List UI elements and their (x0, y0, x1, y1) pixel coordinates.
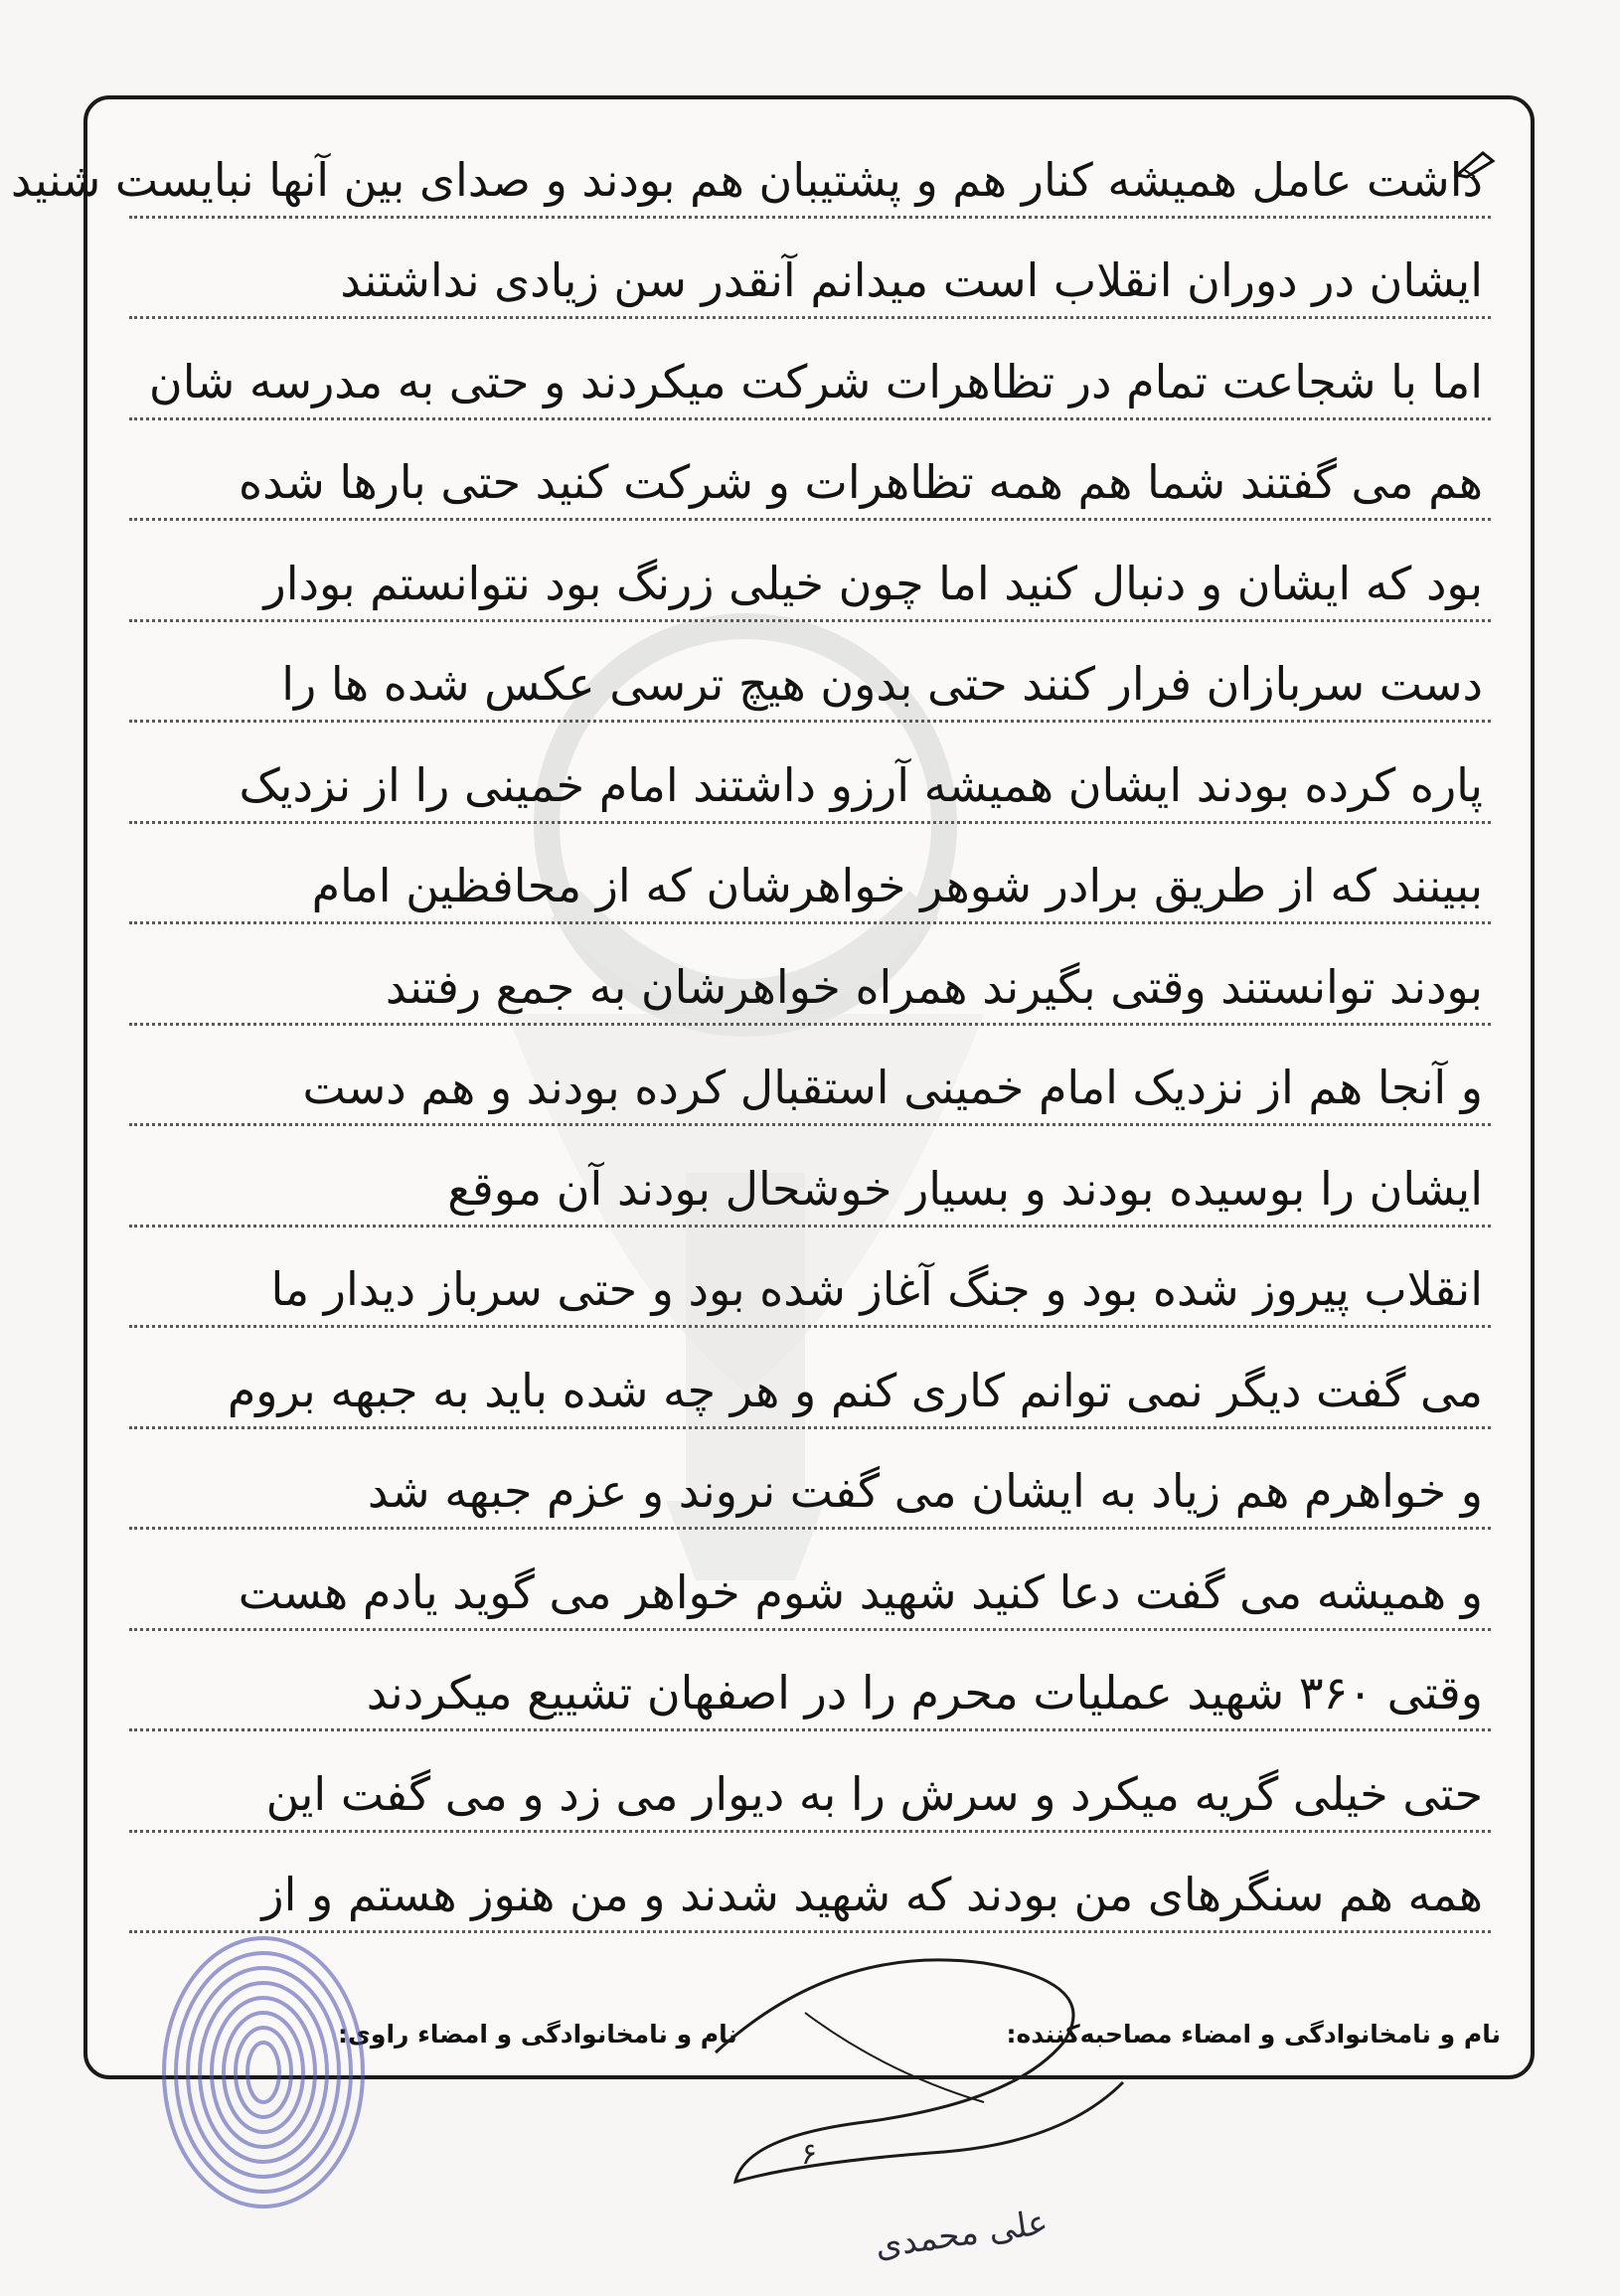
handwritten-text: انقلاب پیروز شده بود و جنگ آغاز شده بود و حتی سرباز دیدار ما (270, 1262, 1483, 1316)
handwritten-text: بود که ایشان و دنبال کنید اما چون خیلی زرنگ بود نتوانستم بودار (263, 556, 1483, 610)
handwritten-text: می گفت دیگر نمی توانم کاری کنم و هر چه شده باید به جبهه بروم (227, 1363, 1483, 1417)
text-line (10, 117, 1491, 219)
handwritten-text: ایشان را بوسیده بودند و بسیار خوشحال بودند آن موقع (447, 1161, 1483, 1216)
text-line (129, 1126, 1491, 1228)
text-line (129, 1026, 1491, 1127)
text-line (129, 723, 1491, 824)
text-line (129, 1833, 1491, 1934)
page-number: ۶ (801, 2137, 818, 2172)
handwritten-text: بودند توانستند وقتی بگیرند همراه خواهرشان به جمع رفتند (385, 959, 1483, 1014)
interviewer-signature-label: نام و نامخانوادگی و امضاء مصاحبه‌کننده: (1006, 2020, 1501, 2049)
text-line (129, 1429, 1491, 1531)
text-line (129, 420, 1491, 522)
handwritten-text: حتی خیلی گریه میکرد و سرش را به دیوار می زد و می گفت این (265, 1766, 1483, 1821)
handwritten-text: و همیشه می گفت دعا کنید شهید شوم خواهر می گوید یادم هست (238, 1564, 1483, 1619)
text-line (129, 319, 1491, 420)
text-line (129, 1631, 1491, 1732)
handwritten-text: داشت عامل همیشه کنار هم و پشتیبان هم بودند و صدای بین آنها نبایست شنید (10, 152, 1483, 207)
handwritten-text: هم می گفتند شما هم همه تظاهرات و شرکت کنید حتی بارها شده (239, 455, 1483, 509)
handwritten-text: پاره کرده بودند ایشان همیشه آرزو داشتند امام خمینی را از نزدیک (239, 757, 1483, 812)
text-line (129, 521, 1491, 622)
handwritten-text: اما با شجاعت تمام در تظاهرات شرکت میکردند و حتی به مدرسه شان (148, 354, 1483, 409)
text-line (129, 1228, 1491, 1329)
text-line (129, 924, 1491, 1026)
fingerprint-icon (149, 1923, 378, 2221)
handwritten-lines (10, 117, 1491, 1933)
handwritten-text: ببینند که از طریق برادر شوهر خواهرشان که از محافظین امام (311, 859, 1483, 912)
text-line (129, 622, 1491, 724)
signature-scribble (686, 1923, 1143, 2221)
handwritten-text: و آنجا هم از نزدیک امام خمینی استقبال کرده بودند و هم دست (302, 1061, 1483, 1114)
handwritten-text: ایشان در دوران انقلاب است میدانم آنقدر سن زیادی نداشتند (340, 253, 1483, 307)
handwritten-text: وقتی ۳۶۰ شهید عملیات محرم را در اصفهان تشییع میکردند (366, 1666, 1483, 1720)
handwritten-name: علی محمدی (873, 2203, 1051, 2266)
handwritten-text: دست سربازان فرار کنند حتی بدون هیچ ترسی عکس شده ها را (281, 657, 1483, 711)
text-line (129, 1530, 1491, 1631)
handwritten-text: و خواهرم هم زیاد به ایشان می گفت نروند و عزم جبهه شد (367, 1464, 1483, 1518)
text-line (129, 219, 1491, 320)
text-line (129, 1328, 1491, 1429)
text-line (129, 824, 1491, 925)
handwritten-text: همه هم سنگرهای من بودند که شهید شدند و من هنوز هستم و از (261, 1868, 1483, 1921)
text-line (129, 1731, 1491, 1833)
narrator-signature-label: نام و نامخانوادگی و امضاء راوی: (338, 2020, 737, 2049)
